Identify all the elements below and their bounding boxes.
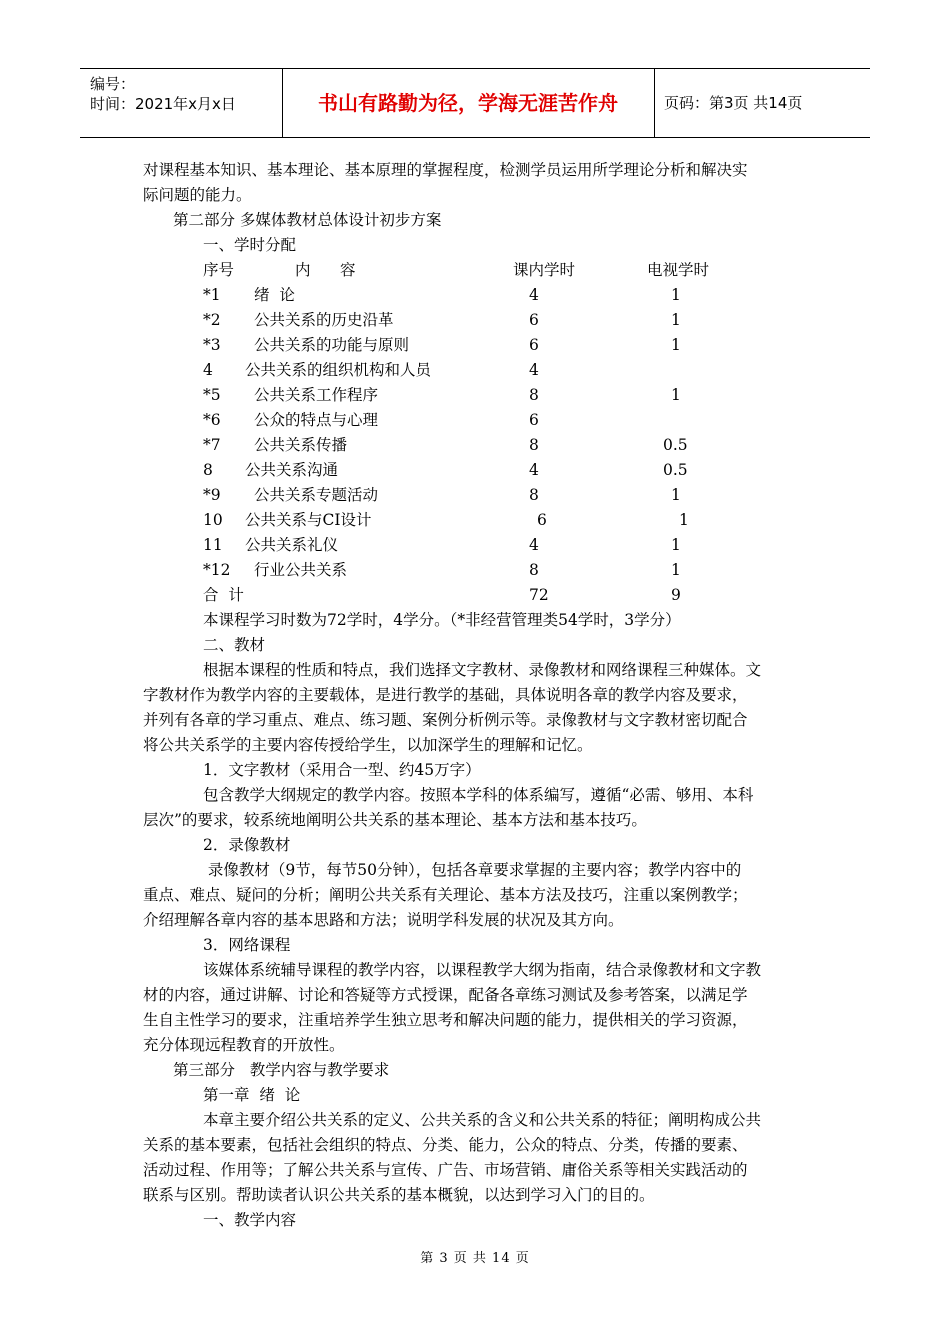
hours-note: 本课程学习时数为72学时，4学分。（*非经营管理类54学时，3学分） — [203, 611, 681, 629]
paragraph-line: 材的内容，通过讲解、讨论和答疑等方式授课，配备各章练习测试及参考答案，以满足学 — [143, 986, 748, 1004]
row-index: *6 — [203, 411, 221, 429]
paragraph-line: 层次”的要求，较系统地阐明公共关系的基本理论、基本方法和基本技巧。 — [143, 811, 647, 829]
chapter-one-heading: 第一章 绪 论 — [203, 1086, 301, 1104]
total-class-hours: 72 — [529, 586, 549, 604]
paragraph-line: 字教材作为教学内容的主要载体，是进行教学的基础，具体说明各章的教学内容及要求， — [143, 686, 748, 704]
row-content: 公共关系的历史沿革 — [254, 311, 394, 329]
row-class-hours: 8 — [529, 436, 539, 454]
paragraph-line: 对课程基本知识、基本理论、基本原理的掌握程度，检测学员运用所学理论分析和解决实 — [143, 161, 748, 179]
row-index: 10 — [203, 511, 223, 529]
row-index: *2 — [203, 311, 221, 329]
row-content: 公共关系的组织机构和人员 — [245, 361, 432, 379]
row-content: 绪 论 — [254, 286, 295, 304]
section-hours-heading: 一、学时分配 — [203, 236, 297, 254]
row-content: 公共关系专题活动 — [254, 486, 379, 504]
paragraph-line: 该媒体系统辅导课程的教学内容，以课程教学大纲为指南，结合录像教材和文字教 — [203, 961, 762, 979]
row-tv-hours: 1 — [671, 311, 681, 329]
row-tv-hours: 1 — [671, 486, 681, 504]
row-index: 11 — [203, 536, 223, 554]
page-footer: 第 3 页 共 14 页 — [420, 1251, 530, 1266]
row-tv-hours: 1 — [671, 336, 681, 354]
table-header-index: 序号 — [203, 261, 235, 279]
row-index: *5 — [203, 386, 221, 404]
paragraph-line: 充分体现远程教育的开放性。 — [143, 1036, 345, 1054]
row-content: 公共关系的功能与原则 — [254, 336, 410, 354]
paragraph-line: 关系的基本要素，包括社会组织的特点、分类、能力，公众的特点、分类，传播的要素、 — [143, 1136, 748, 1154]
header-meta-cell — [80, 69, 283, 137]
row-index: *12 — [203, 561, 231, 579]
paragraph-line: 本章主要介绍公共关系的定义、公共关系的含义和公共关系的特征；阐明构成公共 — [203, 1111, 762, 1129]
paragraph-line: 生自主性学习的要求，注重培养学生独立思考和解决问题的能力，提供相关的学习资源， — [143, 1011, 748, 1029]
paragraph-line: 际问题的能力。 — [143, 186, 252, 204]
table-header-content: 内 容 — [295, 261, 356, 279]
online-course-heading: 3．网络课程 — [203, 936, 291, 954]
row-tv-hours: 1 — [671, 536, 681, 554]
paragraph-line: 将公共关系学的主要内容传授给学生，以加深学生的理解和记忆。 — [143, 736, 593, 754]
row-tv-hours: 0.5 — [663, 461, 688, 479]
row-tv-hours: 0.5 — [663, 436, 688, 454]
row-tv-hours: 1 — [679, 511, 689, 529]
paragraph-line: 根据本课程的性质和特点，我们选择文字教材、录像教材和网络课程三种媒体。文 — [203, 661, 762, 679]
row-class-hours: 4 — [529, 286, 539, 304]
row-content: 公共关系工作程序 — [254, 386, 379, 404]
teaching-content-heading: 一、教学内容 — [203, 1211, 297, 1229]
row-index: *7 — [203, 436, 221, 454]
header-page-info: 页码：第3页 共14页 — [664, 94, 803, 112]
row-index: 4 — [203, 361, 213, 379]
row-class-hours: 8 — [529, 386, 539, 404]
row-tv-hours: 1 — [671, 286, 681, 304]
paragraph-line: 并列有各章的学习重点、难点、练习题、案例分析例示等。录像教材与文字教材密切配合 — [143, 711, 748, 729]
row-index: *3 — [203, 336, 221, 354]
row-class-hours: 6 — [529, 336, 539, 354]
row-index: *9 — [203, 486, 221, 504]
date-label: 时间：2021年x月x日 — [90, 95, 236, 113]
section-materials-heading: 二、教材 — [203, 636, 266, 654]
paragraph-line: 活动过程、作用等；了解公共关系与宣传、广告、市场营销、庸俗关系等相关实践活动的 — [143, 1161, 748, 1179]
paragraph-line: 重点、难点、疑问的分析；阐明公共关系有关理论、基本方法及技巧，注重以案例教学； — [143, 886, 748, 904]
part-three-heading: 第三部分 教学内容与教学要求 — [173, 1061, 390, 1079]
row-tv-hours: 1 — [671, 561, 681, 579]
row-class-hours: 8 — [529, 561, 539, 579]
row-class-hours: 4 — [529, 536, 539, 554]
row-content: 公共关系沟通 — [245, 461, 339, 479]
part-two-heading: 第二部分 多媒体教材总体设计初步方案 — [173, 211, 442, 229]
row-content: 公共关系与CI设计 — [245, 511, 372, 529]
row-class-hours: 6 — [537, 511, 547, 529]
total-label: 合 计 — [203, 586, 244, 604]
text-material-heading: 1．文字教材（采用合一型、约45万字） — [203, 761, 481, 779]
row-class-hours: 4 — [529, 461, 539, 479]
row-index: *1 — [203, 286, 221, 304]
row-class-hours: 8 — [529, 486, 539, 504]
number-label: 编号： — [90, 75, 136, 93]
table-header-tv-hours: 电视学时 — [647, 261, 710, 279]
row-content: 公共关系传播 — [254, 436, 348, 454]
row-content: 公众的特点与心理 — [254, 411, 379, 429]
row-class-hours: 4 — [529, 361, 539, 379]
row-tv-hours: 1 — [671, 386, 681, 404]
row-class-hours: 6 — [529, 411, 539, 429]
video-material-heading: 2．录像教材 — [203, 836, 291, 854]
paragraph-line: 联系与区别。帮助读者认识公共关系的基本概貌，以达到学习入门的目的。 — [143, 1186, 655, 1204]
total-tv-hours: 9 — [671, 586, 681, 604]
paragraph-line: 介绍理解各章内容的基本思路和方法；说明学科发展的状况及其方向。 — [143, 911, 624, 929]
row-content: 行业公共关系 — [254, 561, 348, 579]
header-motto: 书山有路勤为径，学海无涯苦作舟 — [282, 69, 655, 137]
row-index: 8 — [203, 461, 213, 479]
table-header-class-hours: 课内学时 — [513, 261, 576, 279]
paragraph-line: 录像教材（9节，每节50分钟），包括各章要求掌握的主要内容；教学内容中的 — [203, 861, 742, 879]
row-class-hours: 6 — [529, 311, 539, 329]
page-header — [80, 68, 870, 138]
row-content: 公共关系礼仪 — [245, 536, 339, 554]
paragraph-line: 包含教学大纲规定的教学内容。按照本学科的体系编写，遵循“必需、够用、本科 — [203, 786, 754, 804]
